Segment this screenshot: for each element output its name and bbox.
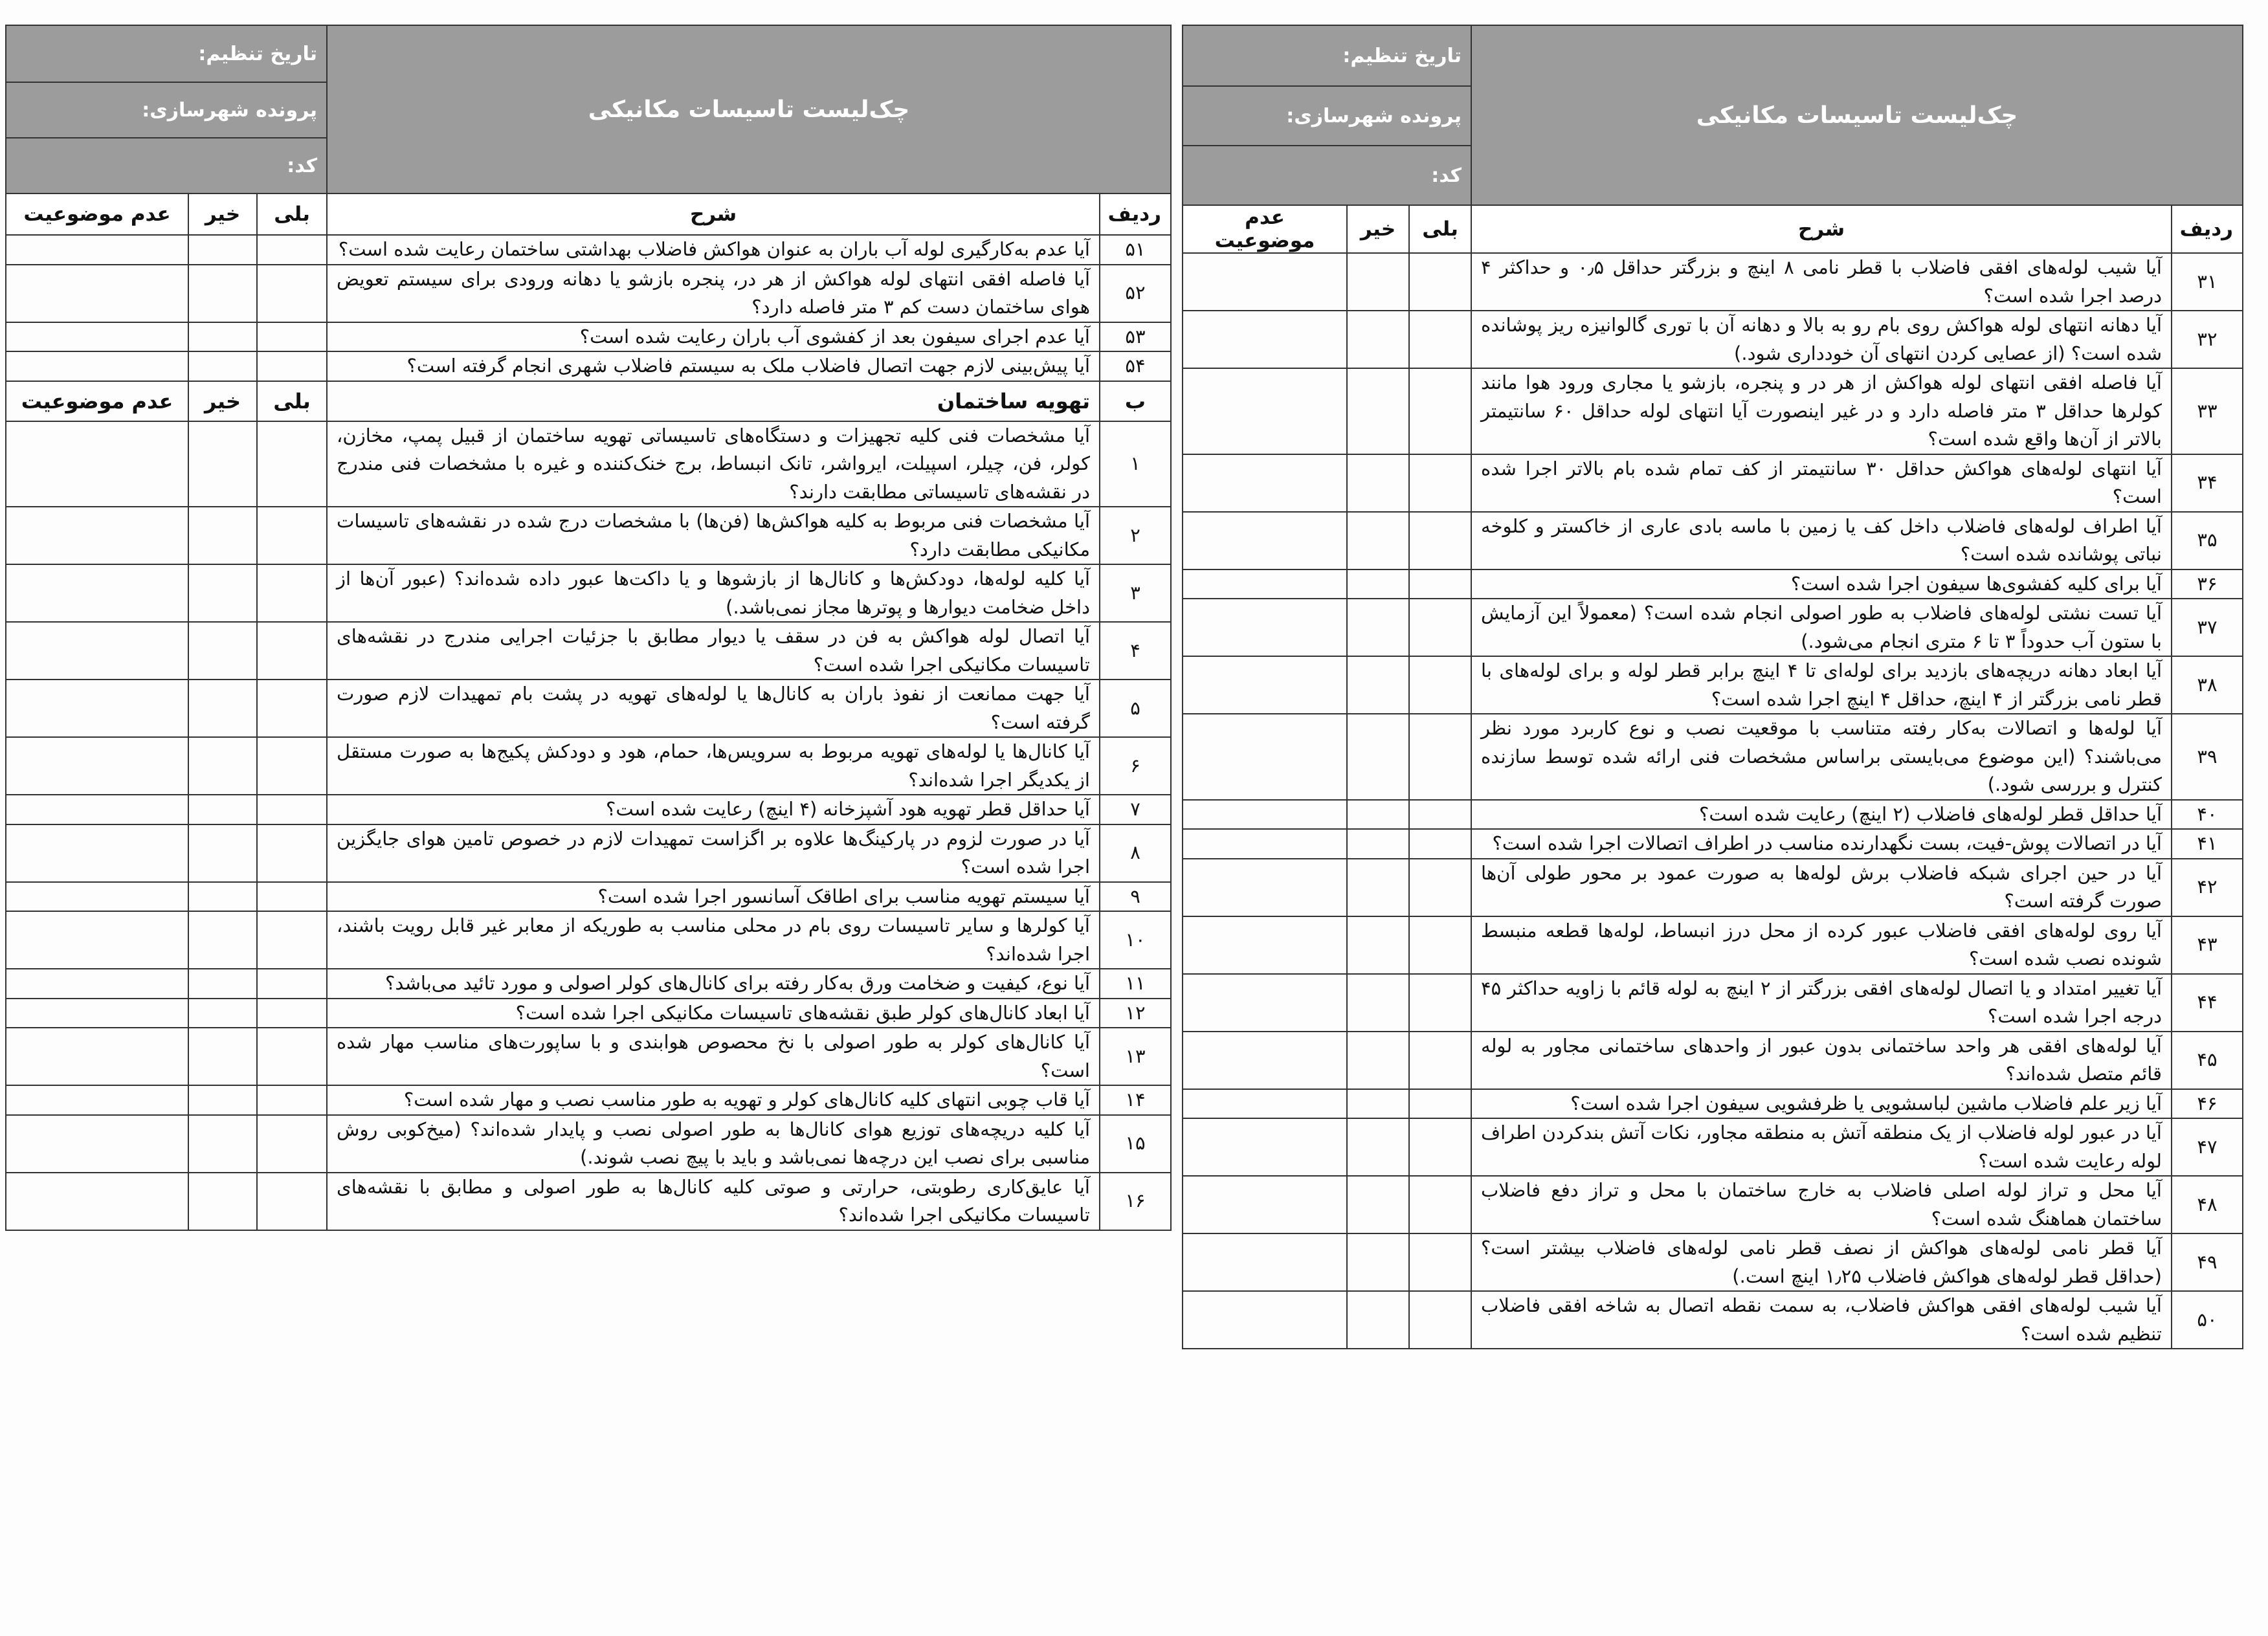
no-cell[interactable] <box>1347 1176 1409 1233</box>
row-description: آیا شیب لوله‌های افقی فاضلاب با قطر نامی ۸ اینچ و بزرگتر حداقل ۰٫۵ و حداکثر ۴ درصد اجرا شده است؟ <box>1471 253 2172 311</box>
row-description: آیا ابعاد کانال‌های کولر طبق نقشه‌های تاسیسات مکانیکی اجرا شده است؟ <box>327 999 1100 1028</box>
col-header-row-number: ردیف <box>2172 205 2243 253</box>
row-description: آیا مشخصات فنی مربوط به کلیه هواکش‌ها (فن‌ها) با مشخصات درج شده در نقشه‌های تاسیسات مکانیکی مطابقت دارد؟ <box>327 507 1100 564</box>
no-cell[interactable] <box>1347 1233 1409 1291</box>
checklist-row <box>6 322 1171 352</box>
not-applicable-cell[interactable] <box>6 351 188 381</box>
yes-cell[interactable] <box>1409 569 1471 599</box>
no-cell[interactable] <box>188 351 257 381</box>
row-number: ۳۴ <box>2172 454 2243 512</box>
not-applicable-cell[interactable] <box>1183 599 1347 656</box>
row-number: ۲ <box>1100 507 1171 564</box>
checklist-table <box>1182 25 2243 1349</box>
no-cell[interactable] <box>188 1173 257 1230</box>
not-applicable-cell[interactable] <box>6 1173 188 1230</box>
checklist-title: چک‌لیست تاسیسات مکانیکی <box>327 25 1171 193</box>
row-description: آیا لوله‌ها و اتصالات به‌کار رفته متناسب با موقعیت نصب و نوع کاربرد مورد نظر می‌باشند؟ (این موضوع می‌بایستی براساس مشخصات فنی ارائه شده توسط سازنده کنترل و بررسی شود.) <box>1471 714 2172 800</box>
checklist-row <box>6 737 1171 795</box>
yes-cell[interactable] <box>257 235 327 265</box>
not-applicable-cell[interactable] <box>1183 829 1347 859</box>
checklist-row <box>1183 1118 2243 1176</box>
no-cell[interactable] <box>1347 454 1409 512</box>
row-number: ۱ <box>1100 421 1171 507</box>
checklist-table <box>5 25 1172 1231</box>
yes-cell[interactable] <box>257 421 327 507</box>
not-applicable-cell[interactable] <box>6 622 188 680</box>
no-cell[interactable] <box>188 680 257 737</box>
yes-cell[interactable] <box>257 999 327 1028</box>
not-applicable-cell[interactable] <box>6 421 188 507</box>
no-cell[interactable] <box>188 911 257 969</box>
yes-cell[interactable] <box>257 1085 327 1115</box>
not-applicable-cell[interactable] <box>6 564 188 622</box>
checklist-row <box>1183 714 2243 800</box>
row-number: ۶ <box>1100 737 1171 795</box>
col-header-yes: بلی <box>1409 205 1471 253</box>
checklist-row <box>6 969 1171 999</box>
yes-cell[interactable] <box>257 882 327 912</box>
checklist-row <box>6 999 1171 1028</box>
row-description: آیا کانال‌های کولر به طور اصولی با نخ محصوص هوابندی و با ساپورت‌های مناسب مهار شده است؟ <box>327 1028 1100 1085</box>
col-header-not-applicable: عدم موضوعیت <box>6 193 188 235</box>
not-applicable-cell[interactable] <box>1183 253 1347 311</box>
yes-cell[interactable] <box>257 1115 327 1173</box>
row-number: ۵۰ <box>2172 1291 2243 1349</box>
yes-cell[interactable] <box>257 322 327 352</box>
row-number: ۱۴ <box>1100 1085 1171 1115</box>
col-header-description: شرح <box>1471 205 2172 253</box>
not-applicable-cell[interactable] <box>6 265 188 322</box>
no-cell[interactable] <box>188 507 257 564</box>
yes-cell[interactable] <box>1409 1233 1471 1291</box>
not-applicable-cell[interactable] <box>6 824 188 882</box>
yes-cell[interactable] <box>1409 916 1471 974</box>
not-applicable-cell[interactable] <box>1183 656 1347 714</box>
yes-cell[interactable] <box>1409 974 1471 1032</box>
checklist-row <box>1183 569 2243 599</box>
not-applicable-cell[interactable] <box>6 507 188 564</box>
yes-cell[interactable] <box>257 564 327 622</box>
row-number: ۱۰ <box>1100 911 1171 969</box>
no-cell[interactable] <box>1347 512 1409 569</box>
checklist-row <box>1183 311 2243 368</box>
code-field: کد: <box>1183 146 1471 205</box>
row-description: آیا اطراف لوله‌های فاضلاب داخل کف یا زمین با ماسه بادی عاری از خاکستر و کلوخه نباتی پوشانده شده است؟ <box>1471 512 2172 569</box>
row-description: آیا محل و تراز لوله اصلی فاضلاب به خارج ساختمان با محل و تراز دفع فاضلاب ساختمان هماهنگ شده است؟ <box>1471 1176 2172 1233</box>
no-cell[interactable] <box>1347 599 1409 656</box>
row-description: آیا جهت ممانعت از نفوذ باران به کانال‌ها یا لوله‌های تهویه در پشت بام تمهیدات لازم صورت گرفته است؟ <box>327 680 1100 737</box>
row-number: ۴۳ <box>2172 916 2243 974</box>
row-number: ۱۱ <box>1100 969 1171 999</box>
row-description: آیا قطر نامی لوله‌های هواکش از نصف قطر نامی لوله‌های فاضلاب بیشتر است؟ (حداقل قطر لوله‌های هواکش فاضلاب ۱٫۲۵ اینچ است.) <box>1471 1233 2172 1291</box>
row-number: ۸ <box>1100 824 1171 882</box>
no-cell[interactable] <box>188 882 257 912</box>
no-cell[interactable] <box>188 1028 257 1085</box>
yes-cell[interactable] <box>257 622 327 680</box>
yes-cell[interactable] <box>1409 800 1471 830</box>
no-cell[interactable] <box>1347 311 1409 368</box>
row-description: آیا حداقل قطر تهویه هود آشپزخانه (۴ اینچ) رعایت شده است؟ <box>327 795 1100 824</box>
row-number: ۱۳ <box>1100 1028 1171 1085</box>
col-header-row-number: ردیف <box>1100 193 1171 235</box>
no-cell[interactable] <box>1347 569 1409 599</box>
no-cell[interactable] <box>188 1115 257 1173</box>
col-header-no: خیر <box>1347 205 1409 253</box>
checklist-row <box>1183 1176 2243 1233</box>
not-applicable-cell[interactable] <box>6 999 188 1028</box>
yes-cell[interactable] <box>1409 368 1471 454</box>
yes-cell[interactable] <box>1409 253 1471 311</box>
row-number: ۳۹ <box>2172 714 2243 800</box>
not-applicable-cell[interactable] <box>1183 1233 1347 1291</box>
row-number: ۳۳ <box>2172 368 2243 454</box>
checklist-row <box>6 1028 1171 1085</box>
no-cell[interactable] <box>1347 859 1409 916</box>
no-cell[interactable] <box>1347 974 1409 1032</box>
code-field: کد: <box>6 138 327 193</box>
row-description: آیا زیر علم فاضلاب ماشین لباسشویی یا ظرفشویی سیفون اجرا شده است؟ <box>1471 1089 2172 1119</box>
row-number: ۳ <box>1100 564 1171 622</box>
checklist-row <box>6 564 1171 622</box>
yes-cell[interactable] <box>257 507 327 564</box>
not-applicable-cell[interactable] <box>6 737 188 795</box>
not-applicable-cell[interactable] <box>1183 1089 1347 1119</box>
checklist-page-right <box>1182 25 2243 1349</box>
not-applicable-cell[interactable] <box>6 795 188 824</box>
no-cell[interactable] <box>188 265 257 322</box>
not-applicable-cell[interactable] <box>1183 1118 1347 1176</box>
yes-cell[interactable] <box>1409 1176 1471 1233</box>
yes-cell[interactable] <box>1409 1089 1471 1119</box>
section-title: تهویه ساختمان <box>327 381 1100 421</box>
yes-cell[interactable] <box>1409 1291 1471 1349</box>
no-cell[interactable] <box>1347 714 1409 800</box>
row-description: آیا عایق‌کاری رطوبتی، حرارتی و صوتی کلیه کانال‌ها به طور اصولی و مطابق با نقشه‌های تاسیسات مکانیکی اجرا شده‌اند؟ <box>327 1173 1100 1230</box>
no-cell[interactable] <box>188 824 257 882</box>
no-cell[interactable] <box>188 795 257 824</box>
checklist-row <box>6 235 1171 265</box>
section-header-ventilation <box>6 381 1171 421</box>
checklist-row <box>1183 859 2243 916</box>
yes-cell[interactable] <box>1409 656 1471 714</box>
row-description: آیا فاصله افقی انتهای لوله هواکش از هر در و پنجره، بازشو یا مجاری ورود هوا مانند کولرها حداقل ۳ متر فاصله دارد و در غیر اینصورت آیا انتهای لوله حداقل ۶۰ سانتیمتر بالاتر از آن‌ها واقع شده است؟ <box>1471 368 2172 454</box>
not-applicable-cell[interactable] <box>1183 512 1347 569</box>
row-description: آیا انتهای لوله‌های هواکش حداقل ۳۰ سانتیمتر از کف تمام شده بام بالاتر اجرا شده است؟ <box>1471 454 2172 512</box>
row-number: ۴۶ <box>2172 1089 2243 1119</box>
not-applicable-cell[interactable] <box>6 1115 188 1173</box>
no-cell[interactable] <box>188 1085 257 1115</box>
row-number: ۳۷ <box>2172 599 2243 656</box>
not-applicable-cell[interactable] <box>6 911 188 969</box>
yes-cell[interactable] <box>257 265 327 322</box>
checklist-row <box>1183 599 2243 656</box>
not-applicable-cell[interactable] <box>1183 311 1347 368</box>
no-cell[interactable] <box>188 969 257 999</box>
row-description: آیا کلیه لوله‌ها، دودکش‌ها و کانال‌ها از بازشوها و یا داکت‌ها عبور داده شده‌اند؟ (عبور آن‌ها از داخل ضخامت دیوارها و پوترها مجاز نمی‌باشد.) <box>327 564 1100 622</box>
row-description: آیا فاصله افقی انتهای لوله هواکش از هر در، پنجره بازشو یا دهانه ورودی برای سیستم تعویض هوای ساختمان دست کم ۳ متر فاصله دارد؟ <box>327 265 1100 322</box>
section-letter: ب <box>1100 381 1171 421</box>
yes-cell[interactable] <box>257 911 327 969</box>
col-header-no: خیر <box>188 193 257 235</box>
yes-cell[interactable] <box>257 737 327 795</box>
not-applicable-cell[interactable] <box>6 882 188 912</box>
checklist-row <box>6 680 1171 737</box>
not-applicable-cell[interactable] <box>1183 1032 1347 1089</box>
row-number: ۴۵ <box>2172 1032 2243 1089</box>
urban-file-field: پرونده شهرسازی: <box>1183 86 1471 146</box>
row-description: آیا مشخصات فنی کلیه تجهیزات و دستگاه‌های تاسیساتی تهویه ساختمان از قبیل پمپ، مخازن، کولر، فن، چیلر، اسپیلت، ایرواشر، تانک انبساط، برج خنک‌کننده و غیره با مشخصات فنی مندرج در نقشه‌های تاسیساتی مطابقت دارند؟ <box>327 421 1100 507</box>
row-description: آیا شیب لوله‌های افقی هواکش فاضلاب، به سمت نقطه اتصال به شاخه افقی فاضلاب تنظیم شده است؟ <box>1471 1291 2172 1349</box>
no-cell[interactable] <box>188 421 257 507</box>
row-number: ۳۵ <box>2172 512 2243 569</box>
row-number: ۷ <box>1100 795 1171 824</box>
row-description: آیا کولرها و سایر تاسیسات روی بام در محلی مناسب به طوریکه از معابر غیر قابل رویت باشند، اجرا شده‌اند؟ <box>327 911 1100 969</box>
not-applicable-cell[interactable] <box>1183 368 1347 454</box>
checklist-row <box>1183 253 2243 311</box>
row-description: آیا در حین اجرای شبکه فاضلاب برش لوله‌ها به صورت عمود بر محور طولی آن‌ها صورت گرفته است؟ <box>1471 859 2172 916</box>
yes-cell[interactable] <box>257 1028 327 1085</box>
yes-cell[interactable] <box>257 351 327 381</box>
not-applicable-cell[interactable] <box>6 1085 188 1115</box>
row-number: ۵۴ <box>1100 351 1171 381</box>
col-header-yes: بلی <box>257 193 327 235</box>
yes-cell[interactable] <box>1409 599 1471 656</box>
row-number: ۴۸ <box>2172 1176 2243 1233</box>
section-col-no: خیر <box>188 381 257 421</box>
no-cell[interactable] <box>1347 1118 1409 1176</box>
not-applicable-cell[interactable] <box>1183 569 1347 599</box>
row-number: ۹ <box>1100 882 1171 912</box>
yes-cell[interactable] <box>1409 714 1471 800</box>
row-number: ۳۱ <box>2172 253 2243 311</box>
not-applicable-cell[interactable] <box>1183 800 1347 830</box>
checklist-row <box>6 351 1171 381</box>
yes-cell[interactable] <box>257 680 327 737</box>
row-number: ۵۳ <box>1100 322 1171 352</box>
checklist-row <box>6 795 1171 824</box>
no-cell[interactable] <box>188 322 257 352</box>
yes-cell[interactable] <box>257 795 327 824</box>
checklist-row <box>1183 974 2243 1032</box>
col-header-not-applicable: عدم موضوعیت <box>1183 205 1347 253</box>
no-cell[interactable] <box>1347 1032 1409 1089</box>
row-number: ۴۱ <box>2172 829 2243 859</box>
not-applicable-cell[interactable] <box>6 680 188 737</box>
checklist-row <box>6 1115 1171 1173</box>
no-cell[interactable] <box>188 235 257 265</box>
checklist-row <box>1183 1233 2243 1291</box>
yes-cell[interactable] <box>1409 311 1471 368</box>
no-cell[interactable] <box>1347 829 1409 859</box>
checklist-row <box>6 882 1171 912</box>
row-number: ۱۶ <box>1100 1173 1171 1230</box>
checklist-row <box>6 622 1171 680</box>
no-cell[interactable] <box>1347 253 1409 311</box>
date-field: تاریخ تنظیم: <box>1183 25 1471 86</box>
checklist-row <box>1183 454 2243 512</box>
not-applicable-cell[interactable] <box>6 322 188 352</box>
not-applicable-cell[interactable] <box>1183 859 1347 916</box>
yes-cell[interactable] <box>257 969 327 999</box>
no-cell[interactable] <box>1347 368 1409 454</box>
not-applicable-cell[interactable] <box>1183 454 1347 512</box>
row-description: آیا حداقل قطر لوله‌های فاضلاب (۲ اینچ) رعایت شده است؟ <box>1471 800 2172 830</box>
not-applicable-cell[interactable] <box>1183 714 1347 800</box>
row-number: ۳۶ <box>2172 569 2243 599</box>
no-cell[interactable] <box>1347 1089 1409 1119</box>
row-description: آیا عدم به‌کارگیری لوله آب باران به عنوان هواکش فاضلاب بهداشتی ساختمان رعایت شده است؟ <box>327 235 1100 265</box>
row-number: ۳۲ <box>2172 311 2243 368</box>
checklist-row <box>1183 1291 2243 1349</box>
yes-cell[interactable] <box>1409 454 1471 512</box>
checklist-row <box>1183 512 2243 569</box>
row-number: ۴ <box>1100 622 1171 680</box>
row-description: آیا کانال‌ها یا لوله‌های تهویه مربوط به سرویس‌ها، حمام، هود و دودکش پکیج‌ها به صورت مستقل از یکدیگر اجرا شده‌اند؟ <box>327 737 1100 795</box>
checklist-row <box>1183 656 2243 714</box>
row-description: آیا سیستم تهویه مناسب برای اطاقک آسانسور اجرا شده است؟ <box>327 882 1100 912</box>
row-number: ۵ <box>1100 680 1171 737</box>
row-description: آیا روی لوله‌های افقی فاضلاب عبور کرده از محل درز انبساط، لوله‌ها قطعه منبسط شونده نصب شده است؟ <box>1471 916 2172 974</box>
checklist-row <box>1183 1032 2243 1089</box>
row-description: آیا لوله‌های افقی هر واحد ساختمانی بدون عبور از واحدهای ساختمانی مجاور به لوله قائم متصل شده‌اند؟ <box>1471 1032 2172 1089</box>
not-applicable-cell[interactable] <box>6 235 188 265</box>
row-description: آیا برای کلیه کفشوی‌ها سیفون اجرا شده است؟ <box>1471 569 2172 599</box>
yes-cell[interactable] <box>1409 859 1471 916</box>
not-applicable-cell[interactable] <box>6 969 188 999</box>
row-number: ۵۲ <box>1100 265 1171 322</box>
checklist-title: چک‌لیست تاسیسات مکانیکی <box>1471 25 2243 205</box>
row-description: آیا نوع، کیفیت و ضخامت ورق به‌کار رفته برای کانال‌های کولر اصولی و مورد تائید می‌باشد؟ <box>327 969 1100 999</box>
checklist-row <box>1183 368 2243 454</box>
not-applicable-cell[interactable] <box>1183 974 1347 1032</box>
checklist-row <box>6 507 1171 564</box>
row-number: ۴۷ <box>2172 1118 2243 1176</box>
row-description: آیا پیش‌بینی لازم جهت اتصال فاضلاب ملک به سیستم فاضلاب شهری انجام گرفته است؟ <box>327 351 1100 381</box>
row-number: ۱۲ <box>1100 999 1171 1028</box>
yes-cell[interactable] <box>1409 512 1471 569</box>
section-col-yes: بلی <box>257 381 327 421</box>
no-cell[interactable] <box>188 564 257 622</box>
checklist-row <box>6 1085 1171 1115</box>
no-cell[interactable] <box>188 622 257 680</box>
row-description: آیا دهانه انتهای لوله هواکش روی بام رو به بالا و دهانه آن با توری گالوانیزه ریز پوشانده شده است؟ (از عصایی کردن انتهای آن خودداری شود.) <box>1471 311 2172 368</box>
checklist-row <box>6 911 1171 969</box>
row-number: ۴۲ <box>2172 859 2243 916</box>
no-cell[interactable] <box>1347 800 1409 830</box>
checklist-row <box>1183 916 2243 974</box>
section-col-not-applicable: عدم موضوعیت <box>6 381 188 421</box>
checklist-page-left <box>5 25 1172 1231</box>
date-field: تاریخ تنظیم: <box>6 25 327 82</box>
not-applicable-cell[interactable] <box>1183 1291 1347 1349</box>
checklist-row <box>6 824 1171 882</box>
row-number: ۳۸ <box>2172 656 2243 714</box>
row-number: ۱۵ <box>1100 1115 1171 1173</box>
row-number: ۵۱ <box>1100 235 1171 265</box>
checklist-row <box>1183 800 2243 830</box>
checklist-row <box>1183 1089 2243 1119</box>
row-description: آیا قاب چوبی انتهای کلیه کانال‌های کولر و تهویه به طور مناسب نصب و مهار شده است؟ <box>327 1085 1100 1115</box>
yes-cell[interactable] <box>1409 1118 1471 1176</box>
yes-cell[interactable] <box>257 1173 327 1230</box>
row-description: آیا در عبور لوله فاضلاب از یک منطقه آتش به منطقه مجاور، نکات آتش بندکردن اطراف لوله رعایت شده است؟ <box>1471 1118 2172 1176</box>
urban-file-field: پرونده شهرسازی: <box>6 82 327 138</box>
row-description: آیا تست نشتی لوله‌های فاضلاب به طور اصولی انجام شده است؟ (معمولاً این آزمایش با ستون آب حدوداً ۳ تا ۶ متری انجام می‌شود.) <box>1471 599 2172 656</box>
checklist-row <box>6 421 1171 507</box>
checklist-row <box>6 1173 1171 1230</box>
row-description: آیا تغییر امتداد و یا اتصال لوله‌های افقی بزرگتر از ۲ اینچ به لوله قائم با زاویه حداکثر ۴۵ درجه اجرا شده است؟ <box>1471 974 2172 1032</box>
col-header-description: شرح <box>327 193 1100 235</box>
checklist-row <box>6 265 1171 322</box>
row-description: آیا کلیه دریچه‌های توزیع هوای کانال‌ها به طور اصولی نصب و پایدار شده‌اند؟ (میخ‌کوبی روش مناسبی برای نصب این درچه‌ها نمی‌باشد و باید با پیچ نصب شوند.) <box>327 1115 1100 1173</box>
no-cell[interactable] <box>1347 1291 1409 1349</box>
no-cell[interactable] <box>1347 656 1409 714</box>
no-cell[interactable] <box>188 737 257 795</box>
row-description: آیا عدم اجرای سیفون بعد از کفشوی آب باران رعایت شده است؟ <box>327 322 1100 352</box>
row-number: ۴۹ <box>2172 1233 2243 1291</box>
row-description: آیا در صورت لزوم در پارکینگ‌ها علاوه بر اگزاست تمهیدات لازم در خصوص تامین هوای جایگزین اجرا شده است؟ <box>327 824 1100 882</box>
row-number: ۴۰ <box>2172 800 2243 830</box>
no-cell[interactable] <box>1347 916 1409 974</box>
yes-cell[interactable] <box>1409 1032 1471 1089</box>
row-description: آیا اتصال لوله هواکش به فن در سقف یا دیوار مطابق با جزئیات اجرایی مندرج در نقشه‌های تاسیسات مکانیکی اجرا شده است؟ <box>327 622 1100 680</box>
not-applicable-cell[interactable] <box>6 1028 188 1085</box>
not-applicable-cell[interactable] <box>1183 916 1347 974</box>
row-description: آیا در اتصالات پوش-فیت، بست نگهدارنده مناسب در اطراف اتصالات اجرا شده است؟ <box>1471 829 2172 859</box>
yes-cell[interactable] <box>1409 829 1471 859</box>
row-description: آیا ابعاد دهانه دریچه‌های بازدید برای لوله‌ای تا ۴ اینچ برابر قطر لوله و برای لوله‌های با قطر نامی بزرگتر از ۴ اینچ، حداقل ۴ اینچ اجرا شده است؟ <box>1471 656 2172 714</box>
checklist-row <box>1183 829 2243 859</box>
not-applicable-cell[interactable] <box>1183 1176 1347 1233</box>
row-number: ۴۴ <box>2172 974 2243 1032</box>
yes-cell[interactable] <box>257 824 327 882</box>
no-cell[interactable] <box>188 999 257 1028</box>
